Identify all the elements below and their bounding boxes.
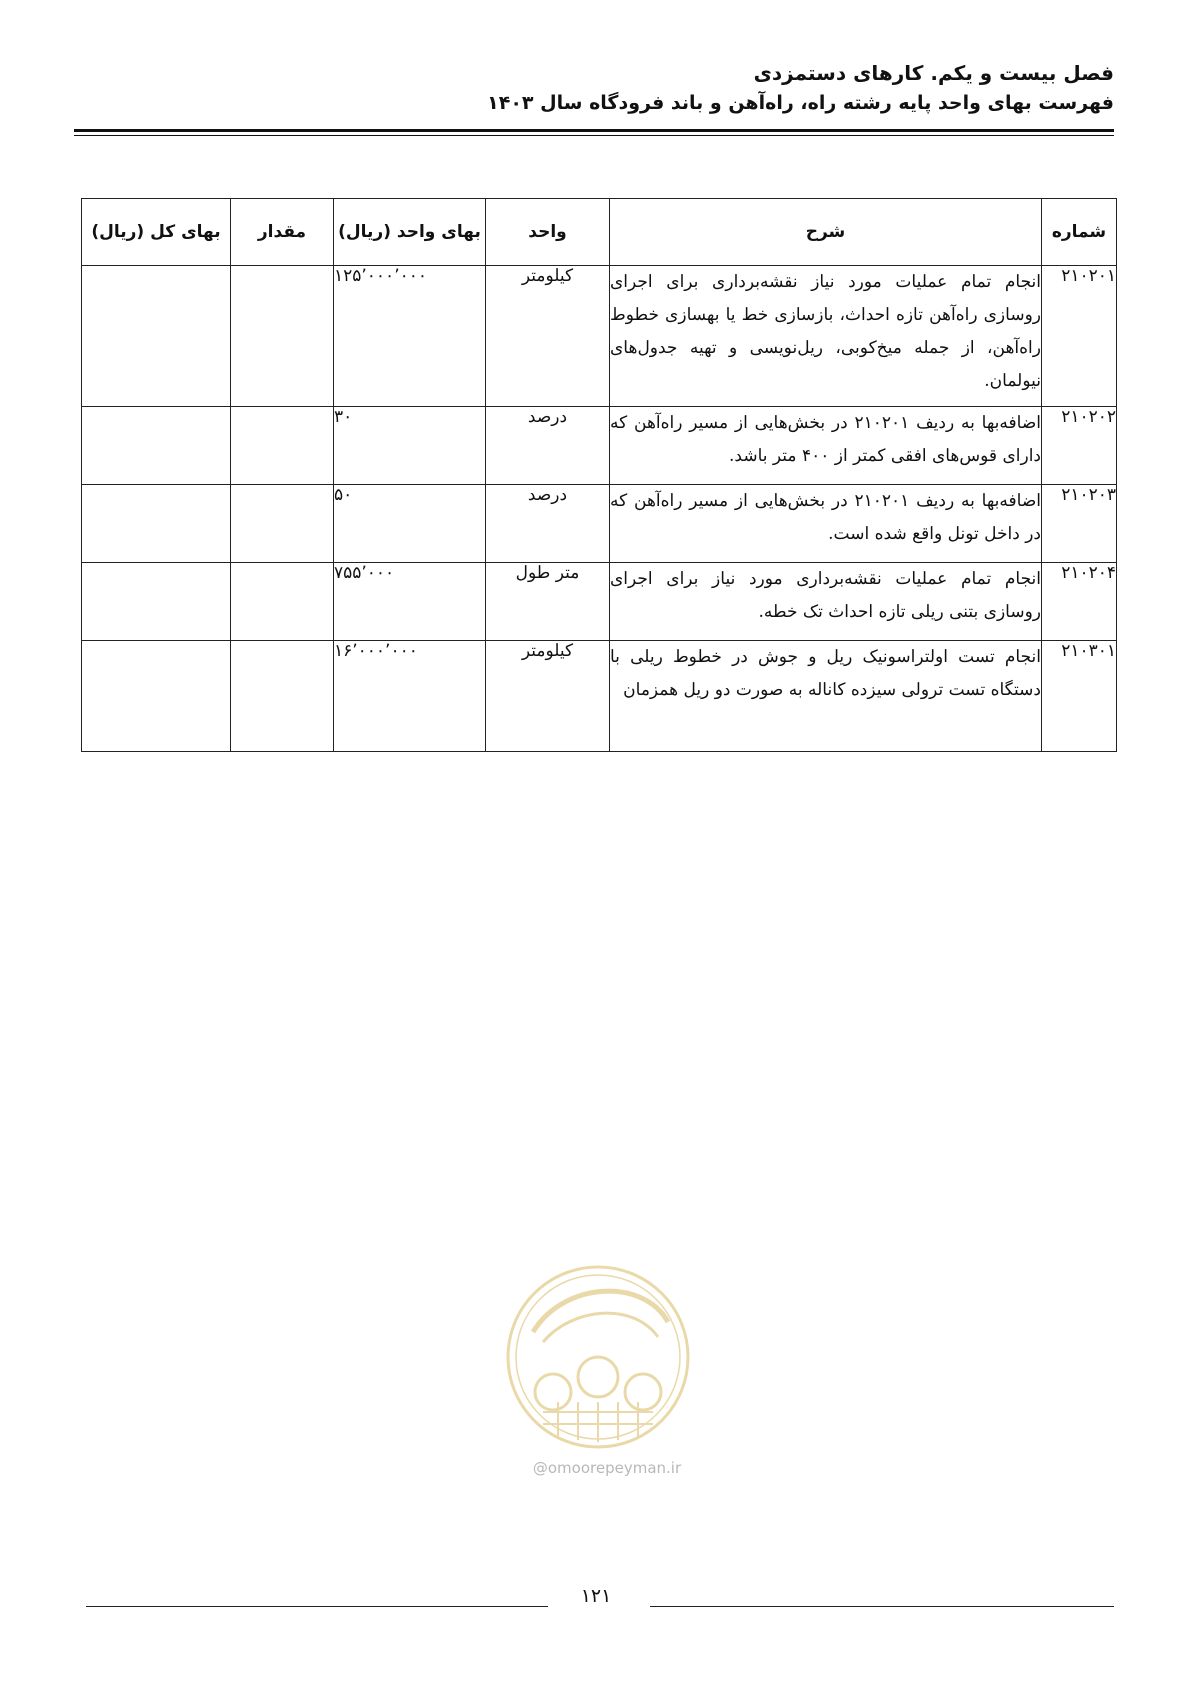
column-header-total-price: بهای کل (ریال): [82, 199, 231, 266]
item-total-price: [82, 266, 231, 407]
column-header-code: شماره: [1042, 199, 1117, 266]
price-list-table: [81, 198, 1117, 752]
column-header-description: شرح: [610, 199, 1042, 266]
item-quantity: [231, 266, 334, 407]
item-unit-price: ۵۰: [334, 485, 486, 563]
item-quantity: [231, 485, 334, 563]
header-rule-thick: [74, 129, 1114, 132]
item-total-price: [82, 407, 231, 485]
item-quantity: [231, 563, 334, 641]
footer-rule-left: [86, 1606, 548, 1607]
item-code: ۲۱۰۲۰۲: [1042, 407, 1117, 485]
item-unit-price: ۱۶٬۰۰۰٬۰۰۰: [334, 641, 486, 752]
item-code: ۲۱۰۳۰۱: [1042, 641, 1117, 752]
item-total-price: [82, 485, 231, 563]
header-rule-thin: [74, 135, 1114, 136]
item-unit: درصد: [486, 485, 610, 563]
watermark-url: @omoorepeyman.ir: [532, 1459, 682, 1477]
item-description: انجام تست اولتراسونیک ریل و جوش در خطوط ریلی با دستگاه تست ترولی سیزده کاناله به صورت دو ریل همزمان: [610, 641, 1042, 752]
column-header-unit-price: بهای واحد (ریال): [334, 199, 486, 266]
item-code: ۲۱۰۲۰۳: [1042, 485, 1117, 563]
table-row: [82, 407, 1117, 485]
item-total-price: [82, 563, 231, 641]
item-description: اضافه‌بها به ردیف ۲۱۰۲۰۱ در بخش‌هایی از مسیر راه‌آهن که دارای قوس‌های افقی کمتر از ۴۰۰ متر باشد.: [610, 407, 1042, 485]
table-row: [82, 485, 1117, 563]
item-unit: متر طول: [486, 563, 610, 641]
item-unit-price: ۳۰: [334, 407, 486, 485]
page-header: [74, 58, 1114, 118]
column-header-quantity: مقدار: [231, 199, 334, 266]
item-unit-price: ۷۵۵٬۰۰۰: [334, 563, 486, 641]
item-description: انجام تمام عملیات مورد نیاز نقشه‌برداری برای اجرای روسازی راه‌آهن تازه احداث، بازسازی خط یا بهسازی خطوط راه‌آهن، از جمله میخ‌کوبی، ریل‌نویسی و تهیه جدول‌های نیولمان.: [610, 266, 1042, 407]
item-code: ۲۱۰۲۰۱: [1042, 266, 1117, 407]
table-row: [82, 266, 1117, 407]
table-row: [82, 641, 1117, 752]
item-code: ۲۱۰۲۰۴: [1042, 563, 1117, 641]
item-unit: کیلومتر: [486, 266, 610, 407]
item-unit: کیلومتر: [486, 641, 610, 752]
document-subtitle: فهرست بهای واحد پایه رشته راه، راه‌آهن و باند فرودگاه سال ۱۴۰۳: [487, 92, 1114, 114]
footer-rule-right: [650, 1606, 1114, 1607]
item-total-price: [82, 641, 231, 752]
item-unit: درصد: [486, 407, 610, 485]
watermark-logo-icon: [503, 1262, 693, 1452]
chapter-title: فصل بیست و یکم. کارهای دستمزدی: [753, 61, 1114, 85]
item-quantity: [231, 641, 334, 752]
page-number: ۱۲۱: [580, 1585, 612, 1607]
column-header-unit: واحد: [486, 199, 610, 266]
item-description: انجام تمام عملیات نقشه‌برداری مورد نیاز برای اجرای روسازی بتنی ریلی تازه احداث تک خطه.: [610, 563, 1042, 641]
table-row: [82, 563, 1117, 641]
item-quantity: [231, 407, 334, 485]
table-header-row: [82, 199, 1117, 266]
item-description: اضافه‌بها به ردیف ۲۱۰۲۰۱ در بخش‌هایی از مسیر راه‌آهن که در داخل تونل واقع شده است.: [610, 485, 1042, 563]
item-unit-price: ۱۲۵٬۰۰۰٬۰۰۰: [334, 266, 486, 407]
